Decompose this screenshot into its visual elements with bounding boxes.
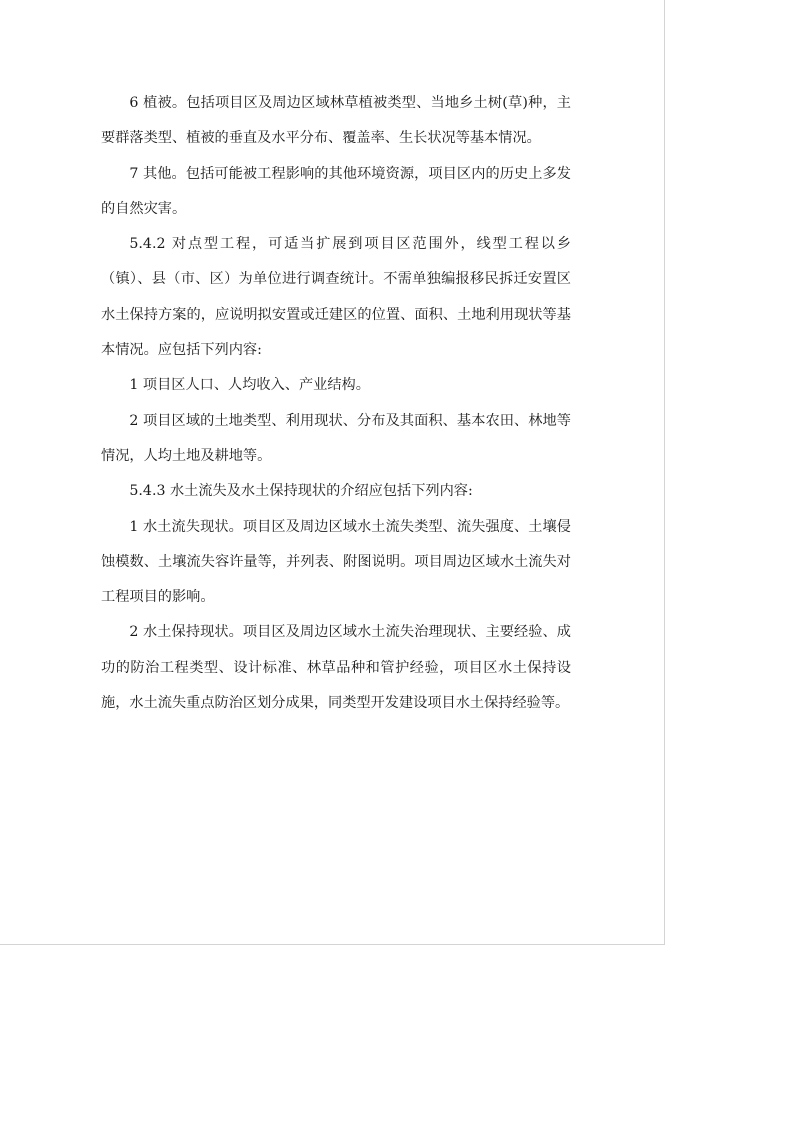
paragraph-5-4-3: 5.4.3 水土流失及水土保持现状的介绍应包括下列内容: xyxy=(129,483,473,500)
paragraph-conservation-status: 2 水土保持现状。项目区及周边区域水土流失治理现状、主要经验、成功的防治工程类型、设计标准、林草品种和管护经验，项目区水土保持设施，水土流失重点防治区划分成果，同类型开发建设项目水土保持经验等。 xyxy=(101,624,571,712)
paragraph-vegetation: 6 植被。包括项目区及周边区域林草植被类型、当地乡土树(草)种，主要群落类型、植被的垂直及水平分布、覆盖率、生长状况等基本情况。 xyxy=(101,95,571,147)
paragraph-population: 1 项目区人口、人均收入、产业结构。 xyxy=(129,377,370,394)
paragraph-other: 7 其他。包括可能被工程影响的其他环境资源，项目区内的历史上多发的自然灾害。 xyxy=(101,165,571,217)
paragraph-erosion-status: 1 水土流失现状。项目区及周边区域水土流失类型、流失强度、土壤侵蚀模数、土壤流失容许量等，并列表、附图说明。项目周边区域水土流失对工程项目的影响。 xyxy=(101,518,571,606)
paragraph-land-types: 2 项目区域的土地类型、利用现状、分布及其面积、基本农田、林地等情况，人均土地及耕地等。 xyxy=(101,412,571,464)
page-body xyxy=(101,86,571,721)
paragraph-5-4-2: 5.4.2 对点型工程，可适当扩展到项目区范围外，线型工程以乡（镇）、县（市、区）为单位进行调查统计。不需单独编报移民拆迁安置区水土保持方案的，应说明拟安置或迁建区的位置、面积、土地利用现状等基本情况。应包括下列内容: xyxy=(101,236,571,359)
